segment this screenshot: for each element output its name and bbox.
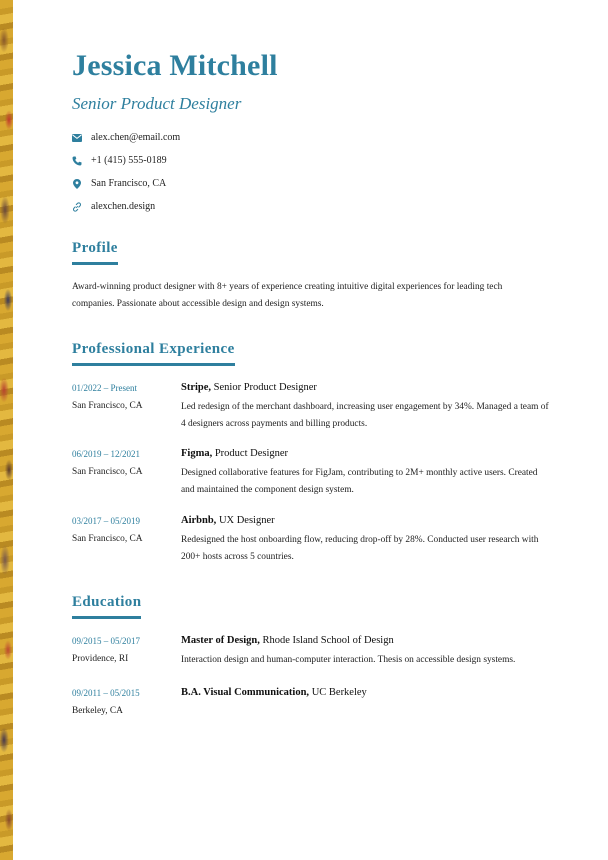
resume-header — [72, 48, 278, 114]
experience-description: Led redesign of the merchant dashboard, increasing user engagement by 34%. Managed a team of 4 designers across payments and billing products. — [181, 402, 549, 429]
location-pin-icon — [72, 179, 82, 189]
experience-description: Designed collaborative features for FigJam, contributing to 2M+ monthly active users. Created and maintained the component design system. — [181, 468, 538, 495]
education-title — [181, 634, 394, 648]
contact-website[interactable] — [72, 195, 180, 218]
contact-location — [72, 172, 180, 195]
contact-email-text: alex.chen@email.com — [91, 132, 181, 143]
candidate-role: Senior Product Designer — [72, 94, 242, 113]
experience-location: San Francisco, CA — [72, 401, 143, 411]
education-location: Berkeley, CA — [72, 706, 123, 716]
experience-date: 06/2019 – 12/2021 — [72, 449, 141, 459]
education-school: UC Berkeley — [311, 687, 367, 698]
marbled-side-border — [0, 0, 13, 860]
section-title-profile: Profile — [72, 239, 118, 265]
experience-company: Stripe, — [181, 382, 212, 393]
experience-date: 03/2017 – 05/2019 — [72, 516, 141, 526]
experience-position: Product Designer — [214, 448, 289, 459]
section-title-experience: Professional Experience — [72, 340, 235, 366]
education-degree: B.A. Visual Communication, — [181, 687, 310, 698]
education-date: 09/2015 – 05/2017 — [72, 636, 141, 646]
education-description: Interaction design and human-computer interaction. Thesis on accessible design systems. — [181, 655, 516, 665]
experience-location: San Francisco, CA — [72, 467, 143, 477]
experience-description: Redesigned the host onboarding flow, reducing drop-off by 28%. Conducted user research with 200+ hosts across 5 countries. — [181, 535, 539, 562]
experience-title — [181, 381, 317, 395]
experience-date: 01/2022 – Present — [72, 383, 137, 393]
experience-location: San Francisco, CA — [72, 534, 143, 544]
profile-summary: Award-winning product designer with 8+ years of experience creating intuitive digital experiences for leading tech companies. Passionate about accessible design and design systems. — [72, 282, 503, 309]
contact-phone-text: +1 (415) 555-0189 — [91, 155, 167, 166]
experience-company: Figma, — [181, 448, 213, 459]
education-degree: Master of Design, — [181, 635, 260, 646]
contact-website-text: alexchen.design — [91, 201, 156, 212]
education-location: Providence, RI — [72, 654, 129, 664]
contact-location-text: San Francisco, CA — [91, 178, 167, 189]
education-school: Rhode Island School of Design — [262, 635, 394, 646]
experience-company: Airbnb, — [181, 515, 217, 526]
contact-email[interactable] — [72, 126, 180, 149]
candidate-name: Jessica Mitchell — [72, 49, 278, 82]
contact-list — [72, 126, 180, 218]
education-date: 09/2011 – 05/2015 — [72, 688, 140, 698]
contact-phone[interactable] — [72, 149, 180, 172]
phone-icon — [72, 156, 82, 166]
link-icon — [72, 202, 82, 212]
experience-title — [181, 514, 275, 528]
education-title — [181, 686, 367, 700]
experience-title — [181, 447, 288, 461]
envelope-icon — [72, 133, 82, 143]
section-title-education: Education — [72, 593, 141, 619]
experience-position: UX Designer — [218, 515, 275, 526]
experience-position: Senior Product Designer — [213, 382, 317, 393]
